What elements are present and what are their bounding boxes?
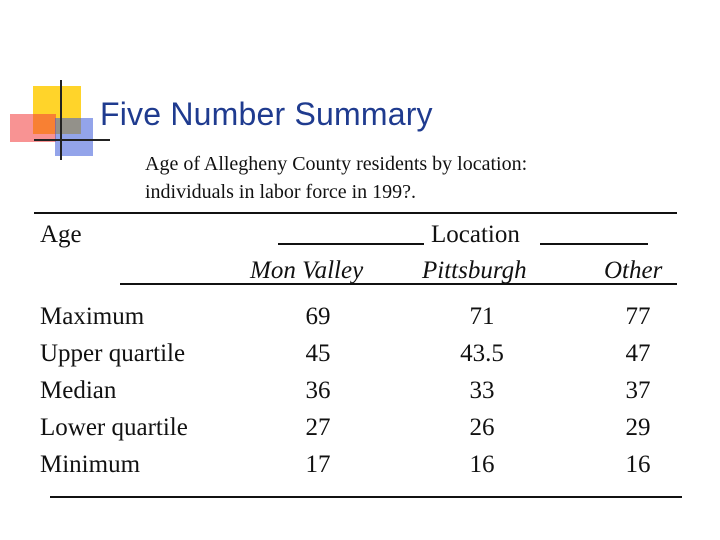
cell-median-pittsburgh: 33 bbox=[469, 377, 495, 404]
row-label-lower-quartile: Lower quartile bbox=[40, 414, 188, 441]
cell-max-other: 77 bbox=[625, 303, 651, 330]
header-rule bbox=[120, 283, 677, 285]
cell-median-other: 37 bbox=[625, 377, 651, 404]
cell-lq-pittsburgh: 26 bbox=[469, 414, 495, 441]
cell-lq-other: 29 bbox=[625, 414, 651, 441]
cell-uq-other: 47 bbox=[625, 340, 651, 367]
column-header-mon-valley: Mon Valley bbox=[250, 257, 364, 284]
cell-uq-mon-valley: 45 bbox=[305, 340, 331, 367]
slide-title: Five Number Summary bbox=[100, 96, 433, 132]
location-underline-right bbox=[540, 243, 648, 245]
row-label-median: Median bbox=[40, 377, 117, 404]
cell-uq-pittsburgh: 43.5 bbox=[460, 340, 504, 367]
bottom-rule bbox=[50, 496, 682, 498]
cell-max-pittsburgh: 71 bbox=[469, 303, 495, 330]
stub-header: Age bbox=[40, 221, 82, 248]
cell-min-other: 16 bbox=[625, 451, 651, 478]
red-bar bbox=[10, 114, 56, 142]
decorative-squares bbox=[0, 0, 110, 170]
row-label-upper-quartile: Upper quartile bbox=[40, 340, 186, 367]
cell-min-pittsburgh: 16 bbox=[469, 451, 495, 478]
top-rule bbox=[34, 212, 677, 214]
group-header: Location bbox=[431, 221, 520, 248]
cell-lq-mon-valley: 27 bbox=[305, 414, 331, 441]
cell-min-mon-valley: 17 bbox=[305, 451, 331, 478]
location-underline-left bbox=[278, 243, 424, 245]
cell-median-mon-valley: 36 bbox=[305, 377, 331, 404]
row-label-minimum: Minimum bbox=[40, 451, 141, 478]
caption-line-2: individuals in labor force in 199?. bbox=[145, 181, 417, 203]
cell-max-mon-valley: 69 bbox=[305, 303, 331, 330]
column-header-pittsburgh: Pittsburgh bbox=[422, 257, 527, 284]
column-header-other: Other bbox=[604, 257, 663, 284]
caption-line-1: Age of Allegheny County residents by location: bbox=[145, 153, 528, 175]
row-label-maximum: Maximum bbox=[40, 303, 145, 330]
table-caption bbox=[145, 150, 527, 206]
